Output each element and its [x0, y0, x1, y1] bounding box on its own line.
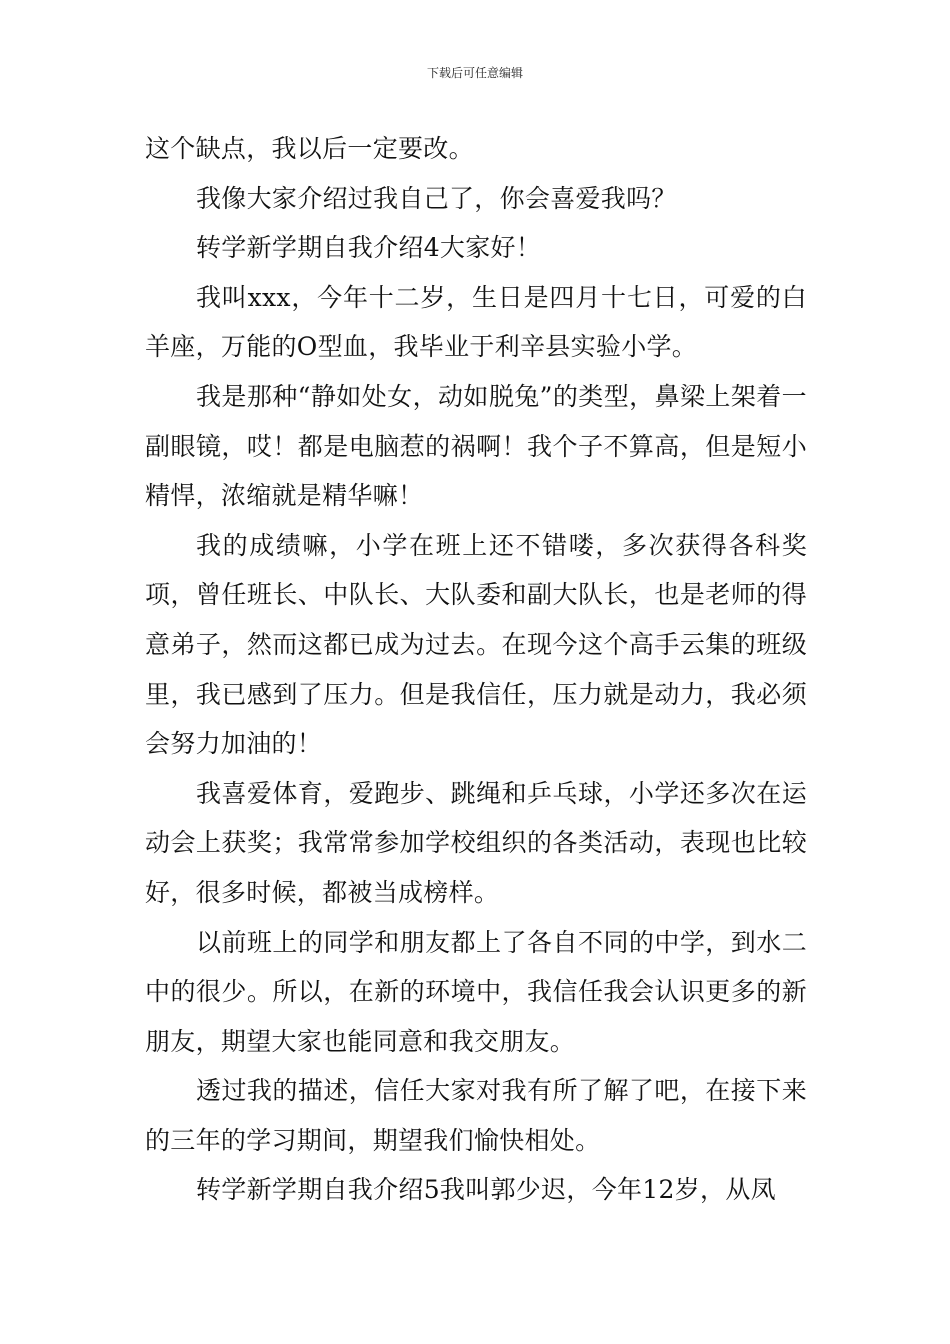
paragraph-7: 我喜爱体育，爱跑步、跳绳和乒乓球，小学还多次在运动会上获奖；我常常参加学校组织的各类活动，表现也比较好，很多时候，都被当成榜样。 [145, 778, 807, 907]
page-header-note: 下载后可任意编辑 [426, 66, 523, 80]
paragraph-1: 这个缺点，我以后一定要改。 [145, 134, 474, 163]
document-body [145, 124, 807, 1215]
paragraph-4: 我叫xxx，今年十二岁，生日是四月十七日，可爱的白羊座，万能的O型血，我毕业于利辛县实验小学。 [145, 282, 807, 362]
paragraph-10: 转学新学期自我介绍5我叫郭少迟，今年12岁，从凤 [196, 1175, 776, 1205]
paragraph-5: 我是那种“静如处女，动如脱兔”的类型，鼻梁上架着一副眼镜，哎！都是电脑惹的祸啊！我个子不算高，但是短小精悍，浓缩就是精华嘛！ [145, 381, 807, 511]
paragraph-9: 透过我的描述，信任大家对我有所了解了吧，在接下来的三年的学习期间，期望我们愉快相处。 [145, 1076, 807, 1155]
paragraph-8: 以前班上的同学和朋友都上了各自不同的中学，到水二中的很少。所以，在新的环境中，我信任我会认识更多的新朋友，期望大家也能同意和我交朋友。 [145, 927, 807, 1056]
paragraph-3: 转学新学期自我介绍4大家好！ [196, 233, 542, 263]
paragraph-6: 我的成绩嘛，小学在班上还不错喽，多次获得各科奖项，曾任班长、中队长、大队委和副大队长，也是老师的得意弟子，然而这都已成为过去。在现今这个高手云集的班级里，我已感到了压力。但是我信任，压力就是动力，我必须会努力加油的！ [145, 530, 807, 759]
paragraph-2: 我像大家介绍过我自己了，你会喜爱我吗？ [196, 183, 677, 213]
